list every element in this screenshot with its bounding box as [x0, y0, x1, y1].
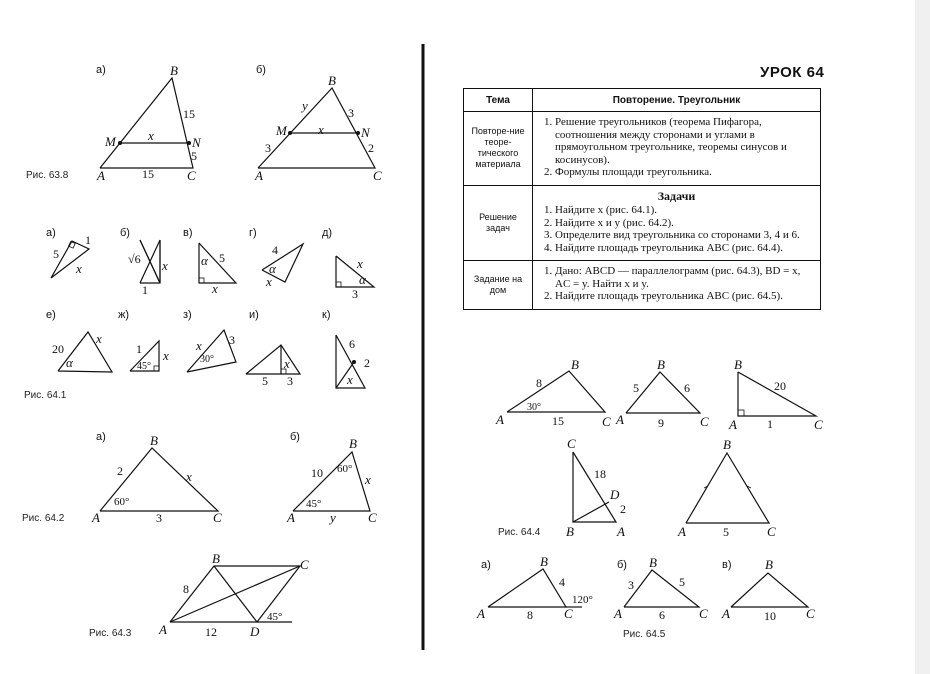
- svg-text:A: A: [616, 412, 624, 427]
- svg-text:A: A: [159, 622, 167, 637]
- svg-text:18: 18: [594, 467, 606, 481]
- row-label: Задание на дом: [464, 261, 533, 310]
- svg-text:C: C: [213, 510, 222, 525]
- svg-text:1: 1: [136, 342, 142, 356]
- svg-text:к): к): [322, 309, 331, 321]
- svg-text:5: 5: [219, 251, 225, 265]
- svg-text:8: 8: [536, 376, 542, 390]
- svg-text:D: D: [610, 487, 620, 502]
- caption-64-3: Рис. 64.3: [89, 628, 132, 639]
- svg-text:C: C: [602, 414, 611, 429]
- svg-text:в): в): [722, 559, 732, 571]
- svg-text:x: x: [196, 338, 202, 353]
- svg-text:1: 1: [85, 233, 91, 247]
- svg-text:60°: 60°: [114, 496, 130, 508]
- svg-text:45°: 45°: [137, 361, 151, 372]
- caption-64-4: Рис. 64.4: [498, 527, 541, 538]
- svg-text:N: N: [192, 135, 201, 150]
- svg-text:N: N: [361, 125, 370, 140]
- lesson-title: УРОК 64: [760, 64, 825, 81]
- svg-text:α: α: [359, 272, 366, 287]
- svg-text:B: B: [540, 554, 548, 569]
- svg-text:B: B: [734, 357, 742, 372]
- svg-text:x: x: [76, 261, 82, 276]
- svg-text:α: α: [269, 261, 276, 276]
- svg-text:C: C: [187, 168, 196, 183]
- svg-text:A: A: [678, 524, 686, 539]
- svg-text:C: C: [368, 510, 377, 525]
- svg-text:30°: 30°: [200, 354, 214, 365]
- svg-text:б): б): [617, 559, 627, 571]
- svg-text:x: x: [96, 331, 102, 346]
- fig-64-3: [89, 551, 309, 639]
- svg-text:30°: 30°: [527, 402, 541, 413]
- list-item: 3. Определите вид треугольника со сторонами 3, 4 и 6.: [555, 229, 814, 242]
- list-item: 1. Дано: ABCD — параллелограмм (рис. 64.3), BD = x, AC = y. Найти x и y.: [555, 265, 814, 290]
- svg-text:x: x: [365, 472, 371, 487]
- svg-text:8: 8: [183, 582, 189, 596]
- svg-text:5: 5: [262, 374, 268, 388]
- svg-text:е): е): [46, 309, 56, 321]
- svg-text:д): д): [322, 227, 333, 239]
- svg-text:B: B: [328, 73, 336, 88]
- fig-63-8-a: [26, 63, 202, 183]
- svg-text:г): г): [249, 227, 257, 239]
- svg-text:10: 10: [311, 466, 323, 480]
- svg-text:x: x: [347, 372, 353, 387]
- svg-text:D: D: [250, 624, 260, 639]
- svg-text:A: A: [97, 168, 105, 183]
- svg-text:в): в): [183, 227, 193, 239]
- svg-text:x: x: [186, 469, 192, 484]
- table-row: [464, 112, 821, 186]
- header-col1: Тема: [464, 89, 533, 112]
- svg-text:45°: 45°: [267, 611, 283, 623]
- svg-text:x: x: [163, 348, 169, 363]
- caption-64-2: Рис. 64.2: [22, 513, 65, 524]
- svg-text:а): а): [96, 431, 106, 443]
- svg-text:15: 15: [142, 167, 154, 181]
- svg-text:2: 2: [117, 464, 123, 478]
- svg-text:б): б): [290, 431, 300, 443]
- svg-text:а): а): [46, 227, 56, 239]
- header-col2: Повторение. Треугольник: [533, 89, 821, 112]
- svg-text:б): б): [120, 227, 130, 239]
- svg-text:20: 20: [52, 342, 64, 356]
- svg-text:C: C: [767, 524, 776, 539]
- svg-text:3: 3: [348, 106, 354, 120]
- svg-text:45°: 45°: [306, 498, 322, 510]
- svg-text:x: x: [318, 122, 324, 137]
- svg-text:B: B: [170, 63, 178, 78]
- caption-64-1: Рис. 64.1: [24, 390, 67, 401]
- caption-64-5: Рис. 64.5: [623, 629, 666, 640]
- svg-text:B: B: [765, 557, 773, 572]
- svg-text:B: B: [657, 357, 665, 372]
- svg-text:B: B: [349, 436, 357, 451]
- svg-text:60°: 60°: [337, 463, 353, 475]
- table-row: [464, 185, 821, 261]
- svg-text:y: y: [302, 98, 308, 113]
- svg-text:5: 5: [53, 247, 59, 261]
- svg-text:5: 5: [191, 149, 197, 163]
- svg-text:з): з): [183, 309, 192, 321]
- svg-text:y: y: [330, 510, 336, 525]
- list-item: 2. Формулы площади треугольника.: [555, 166, 814, 179]
- svg-text:A: A: [287, 510, 295, 525]
- viewer-edge: [915, 0, 930, 674]
- svg-text:A: A: [92, 510, 100, 525]
- svg-text:B: B: [649, 555, 657, 570]
- svg-text:б): б): [256, 64, 266, 76]
- fig-64-4: [495, 357, 823, 539]
- svg-text:5: 5: [723, 525, 729, 539]
- svg-text:α: α: [66, 355, 73, 370]
- svg-text:и): и): [249, 309, 259, 321]
- svg-text:ж): ж): [118, 309, 130, 321]
- svg-text:C: C: [373, 168, 382, 183]
- svg-text:6: 6: [659, 608, 665, 622]
- svg-text:10: 10: [764, 609, 776, 623]
- svg-text:8: 8: [527, 608, 533, 622]
- svg-text:B: B: [571, 357, 579, 372]
- svg-text:x: x: [266, 274, 272, 289]
- svg-text:9: 9: [658, 416, 664, 430]
- svg-text:B: B: [212, 551, 220, 566]
- svg-text:5: 5: [679, 575, 685, 589]
- svg-text:x: x: [162, 258, 168, 273]
- svg-text:C: C: [806, 606, 815, 621]
- svg-text:1: 1: [767, 417, 773, 431]
- svg-text:A: A: [614, 606, 622, 621]
- svg-text:A: A: [729, 417, 737, 432]
- svg-text:C: C: [814, 417, 823, 432]
- svg-text:3: 3: [287, 374, 293, 388]
- list-item: 1. Найдите x (рис. 64.1).: [555, 204, 814, 217]
- fig-64-1: [24, 227, 374, 401]
- svg-text:а): а): [481, 559, 491, 571]
- fig-63-8-b: [254, 64, 382, 183]
- svg-text:2: 2: [364, 356, 370, 370]
- svg-text:2: 2: [368, 141, 374, 155]
- svg-text:A: A: [496, 412, 504, 427]
- svg-text:x: x: [148, 128, 154, 143]
- svg-text:5: 5: [633, 381, 639, 395]
- svg-text:M: M: [276, 123, 287, 138]
- svg-text:C: C: [564, 606, 573, 621]
- svg-text:3: 3: [229, 333, 235, 347]
- svg-text:4: 4: [559, 575, 565, 589]
- svg-text:3: 3: [265, 141, 271, 155]
- svg-text:3: 3: [352, 287, 358, 301]
- svg-text:C: C: [300, 557, 309, 572]
- lesson-plan-table: [463, 88, 821, 310]
- caption-63-8: Рис. 63.8: [26, 170, 69, 181]
- svg-text:A: A: [255, 168, 263, 183]
- svg-text:15: 15: [552, 414, 564, 428]
- svg-text:3: 3: [156, 511, 162, 525]
- svg-text:а): а): [96, 64, 106, 76]
- svg-text:15: 15: [183, 107, 195, 121]
- svg-text:B: B: [150, 433, 158, 448]
- svg-text:α: α: [201, 253, 208, 268]
- svg-text:C: C: [567, 436, 576, 451]
- svg-text:C: C: [700, 414, 709, 429]
- svg-text:A: A: [617, 524, 625, 539]
- svg-text:2: 2: [620, 502, 626, 516]
- svg-text:M: M: [105, 134, 116, 149]
- list-item: 2. Найдите x и y (рис. 64.2).: [555, 217, 814, 230]
- svg-text:12: 12: [205, 625, 217, 639]
- svg-text:6: 6: [349, 337, 355, 351]
- svg-text:A: A: [477, 606, 485, 621]
- list-item: 4. Найдите площадь треугольника ABC (рис. 64.4).: [555, 242, 814, 255]
- svg-text:3: 3: [628, 578, 634, 592]
- svg-text:√6: √6: [128, 252, 141, 266]
- svg-text:x: x: [284, 356, 290, 371]
- svg-text:20: 20: [774, 379, 786, 393]
- fig-64-5: [476, 554, 815, 640]
- table-row: [464, 261, 821, 310]
- svg-text:120°: 120°: [572, 594, 593, 606]
- list-item: 2. Найдите площадь треугольника ABC (рис. 64.5).: [555, 290, 814, 303]
- svg-text:B: B: [566, 524, 574, 539]
- svg-text:B: B: [723, 437, 731, 452]
- fig-64-2-b: [286, 431, 377, 525]
- row-label: Решение задач: [464, 185, 533, 261]
- svg-text:C: C: [699, 606, 708, 621]
- svg-text:4: 4: [272, 243, 278, 257]
- svg-text:1: 1: [142, 283, 148, 297]
- svg-text:x: x: [212, 281, 218, 296]
- fig-64-2-a: [22, 431, 222, 525]
- svg-text:x: x: [357, 256, 363, 271]
- list-item: 1. Решение треугольников (теорема Пифагора, соотношения между сторонами и углами в прямоугольном треугольнике, теоремы синусов и косинусов).: [555, 116, 814, 166]
- row-label: Повторе-ние теоре-тического материала: [464, 112, 533, 186]
- svg-text:A: A: [722, 606, 730, 621]
- svg-text:6: 6: [684, 381, 690, 395]
- tasks-heading: Задачи: [657, 188, 696, 203]
